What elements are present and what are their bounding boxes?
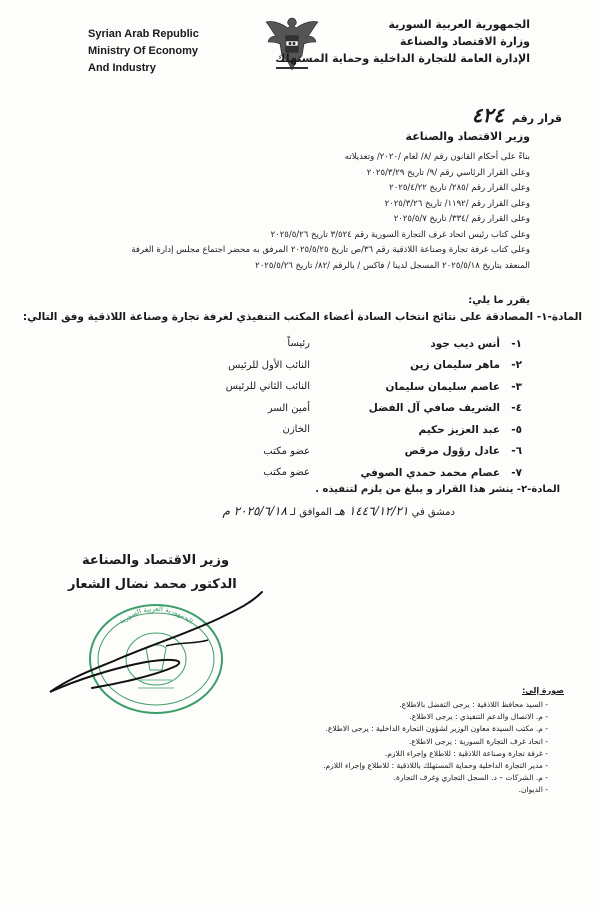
handwritten-signature — [36, 588, 266, 698]
preamble-line: وعلى القرار رقم /٢٨٥/ تاريخ ٢٠٢٥/٤/٢٢ — [389, 183, 530, 193]
copy-recipient: - اتحاد غرف التجارة السورية : يرجى الاطلاع. — [408, 736, 548, 746]
member-index: ٧- — [511, 466, 522, 479]
decides-heading: يقرر ما يلي: — [468, 295, 530, 306]
member-row — [92, 398, 522, 420]
member-index: ٦- — [511, 445, 522, 458]
member-row — [92, 462, 522, 484]
copy-recipient: - غرفة تجارة وصناعة اللاذقية : للاطلاع وإجراء اللازم. — [384, 748, 548, 758]
member-index: ٢- — [511, 359, 522, 372]
member-position: النائب الأول للرئيس — [228, 359, 310, 371]
english-letterhead — [88, 26, 199, 77]
member-row — [92, 333, 522, 355]
member-name: عاصم سليمان سليمان — [385, 380, 500, 393]
copy-recipient: - م. مكتب السيدة معاون الوزير لشؤون التجارة الداخلية : يرجى الاطلاع. — [325, 724, 548, 734]
member-position: عضو مكتب — [263, 445, 310, 457]
signature-name: الدكتور محمد نضال الشعار — [68, 577, 237, 592]
preamble-line: وعلى كتاب غرفة تجارة وصناعة اللاذقية رقم ٣٦/ص تاريخ ٢٠٢٥/٥/٢٥ المرفق به محضر اجتماع مجلس إدارة الغرفة — [131, 245, 530, 255]
preamble-line: بناءً على أحكام القانون رقم /٨/ لعام /٢٠٢٠/ وتعديلاته — [344, 152, 530, 162]
date-separator: الموافق لـ — [290, 507, 332, 518]
copies-heading: صورة إلى: — [522, 686, 564, 695]
copy-recipient: - م. الاتصال والدعم التنفيذي : يرجى الاطلاع. — [409, 712, 548, 722]
copy-recipient: - السيد محافظ اللاذقية : يرجى التفضل بالاطلاع. — [399, 700, 548, 709]
preamble — [60, 150, 530, 274]
arabic-letterhead — [275, 16, 530, 67]
preamble-line: وعلى القرار رقم /٣٣٤/ تاريخ ٢٠٢٥/٥/٧ — [393, 214, 530, 224]
ar-head-line-3: الإدارة العامة للتجارة الداخلية وحماية المستهلك — [275, 52, 530, 65]
signature-title: وزير الاقتصاد والصناعة — [82, 553, 230, 568]
date-line — [222, 504, 455, 518]
copy-recipient: - الديوان. — [518, 785, 548, 795]
copies-list — [323, 699, 548, 797]
minister-heading: وزير الاقتصاد والصناعة — [405, 130, 530, 143]
member-name: عصام محمد حمدي الصوفي — [360, 466, 500, 479]
member-position: النائب الثاني للرئيس — [225, 381, 310, 393]
preamble-line: المنعقد بتاريخ ٢٠٢٥/٥/١٨ المسجل لدينا / فاكس / بالرقم /٨٢/ تاريخ ٢٠٢٥/٥/٢٦ — [255, 260, 530, 271]
date-hijri: ١٤٤٦/١٢/٢١ هـ — [335, 504, 409, 518]
member-name: ماهر سليمان زين — [410, 359, 500, 372]
member-row — [92, 376, 522, 398]
ar-head-line-1: الجمهورية العربية السورية — [388, 18, 530, 31]
member-position: عضو مكتب — [263, 467, 310, 479]
en-head-line-1: Syrian Arab Republic — [88, 28, 199, 40]
preamble-line: وعلى القرار رقم /١١٩٢/ تاريخ ٢٠٢٥/٣/٢٦ — [384, 198, 530, 209]
member-position: أمين السر — [267, 402, 310, 414]
date-prefix: دمشق في — [411, 507, 455, 518]
member-index: ٣- — [511, 380, 522, 393]
member-index: ١- — [511, 337, 522, 350]
member-row — [92, 419, 522, 441]
member-row — [92, 355, 522, 377]
member-name: عبد العزيز حكيم — [418, 423, 500, 436]
ar-head-line-2: وزارة الاقتصاد والصناعة — [399, 35, 530, 48]
member-row — [92, 441, 522, 463]
member-name: الشريف صافي آل الفضل — [368, 402, 500, 415]
article-2: المادة-٢- ينشر هذا القرار و يبلغ من يلزم لتنفيذه . — [315, 484, 560, 495]
decree-label: قرار رقم — [511, 112, 562, 125]
member-index: ٤- — [511, 402, 522, 415]
members-list — [92, 333, 522, 484]
copy-recipient: - مدير التجارة الداخلية وحماية المستهلك باللاذقية : للاطلاع وإجراء اللازم. — [323, 761, 548, 771]
article-1: المادة-١- المصادقة على نتائج انتخاب السادة أعضاء المكتب التنفيذي لغرفة تجارة وصناعة اللاذقية وفق التالي: — [22, 311, 582, 323]
copy-recipient: - م. الشركات – د. السجل التجاري وغرف التجارة. — [393, 773, 548, 783]
date-gregorian: ٢٠٢٥/٦/١٨ م — [222, 504, 287, 518]
preamble-line: وعلى كتاب رئيس اتحاد غرف التجارة السورية رقم ٣/٥٢٤ تاريخ ٢٠٢٥/٥/٢٦ — [270, 229, 530, 240]
en-head-line-3: And Industry — [88, 62, 156, 74]
member-name: أنس ديب جود — [430, 337, 500, 350]
decree-number-line — [468, 103, 562, 127]
en-head-line-2: Ministry Of Economy — [88, 45, 199, 57]
member-name: عادل رؤول مرقص — [404, 445, 500, 458]
member-position: رئيساً — [287, 338, 310, 350]
preamble-line: وعلى القرار الرئاسي رقم /٩/ تاريخ ٢٠٢٥/٣/٢٩ — [366, 167, 530, 178]
member-index: ٥- — [511, 423, 522, 436]
seal-text: الجمهورية العربية السورية — [117, 604, 195, 626]
decree-number: ٤٢٤ — [471, 103, 505, 127]
member-position: الخازن — [282, 424, 310, 436]
